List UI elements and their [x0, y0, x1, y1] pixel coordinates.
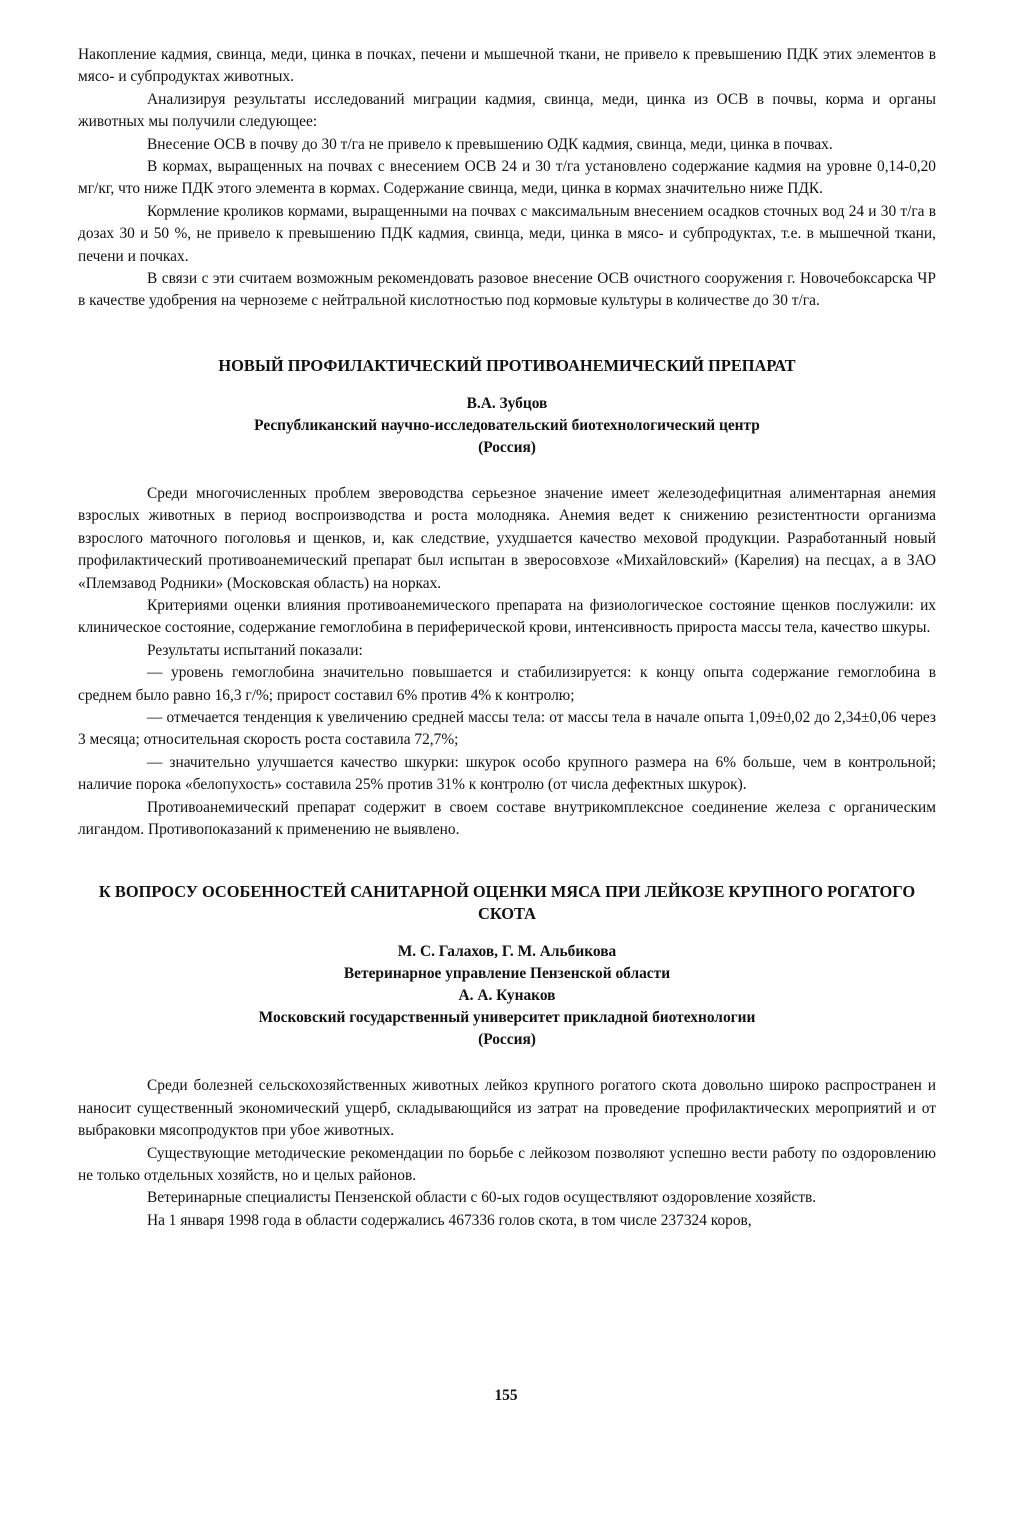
paragraph: Результаты испытаний показали: [147, 641, 363, 659]
paragraph: В кормах, выращенных на почвах с внесением ОСВ 24 и 30 т/га установлено содержание кадмия на уровне 0,14-0,20 мг/кг, что ниже ПДК этого элемента в кормах. Содержание свинца, меди, цинка в кормах значительно ниже ПДК. [78, 158, 936, 198]
paragraph: Существующие методические рекомендации по борьбе с лейкозом позволяют успешно вести работу по оздоровлению не только отдельных хозяйств, но и целых районов. [78, 1144, 936, 1184]
article-2 [78, 881, 936, 1232]
paragraph: Среди многочисленных проблем звероводства серьезное значение имеет железодефицитная алиментарная анемия взрослых животных в период воспроизводства и роста молодняка. Анемия ведет к снижению резистентности организма взрослого маточного поголовья и щенков, и, как следствие, ухудшается качество меховой продукции. Разработанный новый профилактический противоанемический препарат был испытан в зверосовхозе «Михайловский» (Карелия) на песцах, а в ЗАО «Племзавод Родники» (Московская область) на норках. [78, 484, 936, 592]
paragraph: Критериями оценки влияния противоанемического препарата на физиологическое состояние щенков послужили: их клиническое состояние, содержание гемоглобина в периферической крови, интенсивность прироста массы тела, качество шкуры. [78, 596, 936, 637]
author-name: В.А. Зубцов [466, 394, 548, 412]
page-number: 155 [494, 1387, 518, 1404]
author-names: А. А. Кунаков [458, 987, 556, 1005]
paragraph: На 1 января 1998 года в области содержались 467336 голов скота, в том числе 237324 коров, [147, 1211, 752, 1229]
author-block [78, 941, 936, 1051]
continuation-section [78, 44, 936, 313]
paragraph: В связи с эти считаем возможным рекомендовать разовое внесение ОСВ очистного сооружения г. Новочебоксарска ЧР в качестве удобрения на черноземе с нейтральной кислотностью под кормовые культуры в количестве до 30 т/га. [78, 270, 936, 310]
result-item: — значительно улучшается качество шкурки: шкурок особо крупного размера на 6% больше, чем в контрольной; наличие порока «белопухость» составила 25% против 31% к контролю (от числа дефектных шкурок). [78, 753, 936, 794]
page-content [78, 44, 936, 1232]
result-item: — уровень гемоглобина значительно повышается и стабилизируется: к концу опыта содержание гемоглобина в среднем было равно 16,3 г/%; прирост составил 6% против 4% к контролю; [78, 664, 936, 704]
result-item: — отмечается тенденция к увеличению средней массы тела: от массы тела в начале опыта 1,09±0,02 до 2,34±0,06 через 3 месяца; относительная скорость роста составила 72,7%; [78, 708, 936, 749]
paragraph: Среди болезней сельскохозяйственных животных лейкоз крупного рогатого скота довольно широко распространен и наносит существенный экономический ущерб, складывающийся из затрат на проведение профилактических мероприятий и от выбраковки мясопродуктов при убое животных. [78, 1077, 936, 1140]
paragraph: Накопление кадмия, свинца, меди, цинка в почках, печени и мышечной ткани, не привело к превышению ПДК этих элементов в мясо- и субпродуктах животных. [78, 46, 936, 86]
paragraph: Противоанемический препарат содержит в своем составе внутрикомплексное соединение железа с органическим лигандом. Противопоказаний к применению не выявлено. [78, 798, 936, 838]
author-names: М. С. Галахов, Г. М. Альбикова [397, 943, 617, 961]
article-title: НОВЫЙ ПРОФИЛАКТИЧЕСКИЙ ПРОТИВОАНЕМИЧЕСКИЙ ПРЕПАРАТ [218, 355, 796, 375]
affiliation: Республиканский научно-исследовательский биотехнологический центр [254, 416, 760, 434]
paragraph: Кормление кроликов кормами, выращенными на почвах с максимальным внесением осадков сточных вод 24 и 30 т/га в дозах 30 и 50 %, не привело к превышению ПДК кадмия, свинца, меди, цинка в мясо- и субпродуктах, т.е. в мышечной ткани, печени и почках. [78, 202, 936, 265]
article-1 [78, 355, 936, 842]
affiliation: Московский государственный университет прикладной биотехнологии [258, 1009, 756, 1027]
affiliation: Ветеринарное управление Пензенской области [343, 965, 671, 983]
country: (Россия) [478, 1031, 536, 1049]
country: (Россия) [478, 438, 536, 456]
paragraph: Ветеринарные специалисты Пензенской области с 60-ых годов осуществляют оздоровление хозяйств. [147, 1189, 817, 1207]
paragraph: Анализируя результаты исследований миграции кадмия, свинца, меди, цинка из ОСВ в почвы, корма и органы животных мы получили следующее: [78, 90, 936, 131]
paragraph: Внесение ОСВ в почву до 30 т/га не привело к превышению ОДК кадмия, свинца, меди, цинка в почвах. [147, 135, 833, 153]
article-title: К ВОПРОСУ ОСОБЕННОСТЕЙ САНИТАРНОЙ ОЦЕНКИ МЯСА ПРИ ЛЕЙКОЗЕ КРУПНОГО РОГАТОГО СКОТА [98, 882, 916, 924]
author-block [78, 393, 936, 459]
